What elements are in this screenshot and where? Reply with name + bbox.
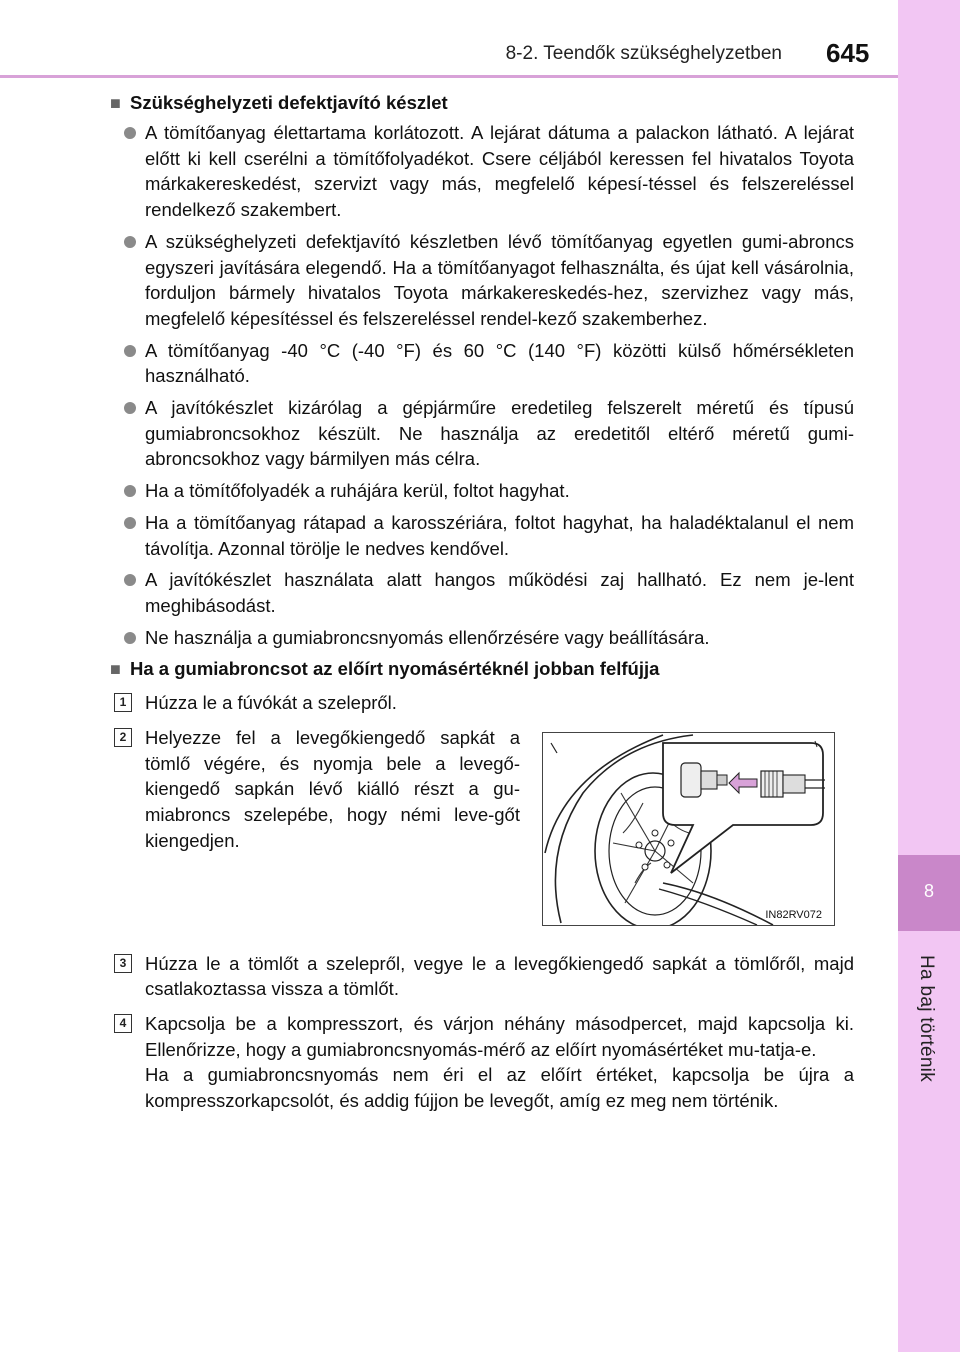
- subheading-text: Ha a gumiabroncsot az előírt nyomásértéknél jobban felfújja: [130, 658, 660, 680]
- list-item-text: Ne használja a gumiabroncsnyomás ellenőrzésére vagy beállítására.: [145, 626, 710, 648]
- list-item: [110, 478, 854, 504]
- step-text: Helyezze fel a levegőkiengedő sapkát a tömlő végére, és nyomja bele a levegő-kiengedő sapkán lévő kiálló részt a gu-miabroncs szelepébe, hogy némi leve-gőt kiengedjen.: [145, 727, 520, 851]
- bullet-dot-icon: [124, 574, 136, 586]
- step-4: [110, 1011, 854, 1114]
- figure-code: IN82RV072: [765, 909, 822, 921]
- step-2: [110, 725, 520, 854]
- list-item-text: A javítókészlet kizárólag a gépjárműre eredetileg felszerelt méretű és típusú gumiabroncsokhoz készült. Ne használja az eredetitől eltérő méretű gumi-abroncsokhoz vagy bármilyen más célra.: [145, 397, 854, 470]
- list-item-text: Ha a tömítőfolyadék a ruhájára kerül, foltot hagyhat.: [145, 480, 570, 502]
- subheading-overinflated: [110, 654, 854, 684]
- step-3: [110, 951, 854, 1002]
- subheading-emergency-kit: [110, 88, 854, 118]
- bullet-dot-icon: [124, 485, 136, 497]
- list-item: [110, 567, 854, 618]
- step-number-box: 3: [114, 954, 132, 973]
- header-rule: [0, 75, 898, 78]
- subheading-text: Szükséghelyzeti defektjavító készlet: [130, 92, 448, 113]
- page-number: 645: [826, 38, 870, 68]
- section-title: 8-2. Teendők szükséghelyzetben: [505, 43, 782, 64]
- list-item-text: A tömítőanyag -40 °C (-40 °F) és 60 °C (140 °F) közötti külső hőmérsékleten használható.: [145, 339, 854, 387]
- page-content: [110, 88, 854, 1114]
- tire-valve-icon: [543, 733, 834, 925]
- step-text-continued: Ha a gumiabroncsnyomás nem éri el az előírt értéket, kapcsolja be újra a kompresszorkapcsolót, és addig fújjon be levegőt, amíg ez meg nem történik.: [145, 1064, 854, 1112]
- list-item-text: A szükséghelyzeti defektjavító készletben lévő tömítőanyag egyetlen gumi-abroncs egyszeri javítására elegendő. Ha a tömítőanyagot felhasználta, és újat kell vásárolnia, forduljon bármely hivatalos Toyota márkakereskedés-hez, szervizhez vagy más, megfelelő képesítéssel és felszereléssel rendel-kező szakemberhez.: [145, 230, 854, 329]
- step-text: Kapcsolja be a kompresszort, és várjon néhány másodpercet, majd kapcsolja ki. Ellenőrizze, hogy a gumiabroncsnyomás-mérő az előírt nyomásértéket mu-tatja-e.: [145, 1012, 854, 1060]
- list-item: [110, 338, 854, 389]
- list-item-text: Ha a tömítőanyag rátapad a karosszériára, foltot hagyhat, ha haladéktalanul el nem távolítja. Azonnal törölje le nedves kendővel.: [145, 511, 854, 559]
- bullet-dot-icon: [124, 632, 136, 644]
- bullet-dot-icon: [124, 236, 136, 248]
- bullet-dot-icon: [124, 345, 136, 357]
- bullet-dot-icon: [124, 127, 136, 139]
- step-number-box: 1: [114, 693, 132, 712]
- step-number-box: 4: [114, 1014, 132, 1033]
- list-item: [110, 510, 854, 561]
- bullet-dot-icon: [124, 402, 136, 414]
- list-item: [110, 120, 854, 223]
- bullet-list: [110, 120, 854, 650]
- square-bullet-icon: ■: [110, 659, 121, 680]
- list-item: [110, 395, 854, 472]
- step-text: Húzza le a tömlőt a szelepről, vegye le a levegőkiengedő sapkát a tömlőről, majd csatlakoztassa vissza a tömlőt.: [145, 952, 854, 1000]
- chapter-number: 8: [923, 881, 934, 901]
- step-number-box: 2: [114, 728, 132, 747]
- list-item: [110, 229, 854, 332]
- square-bullet-icon: ■: [110, 93, 121, 113]
- bullet-dot-icon: [124, 517, 136, 529]
- list-item-text: A tömítőanyag élettartama korlátozott. A lejárat dátuma a palackon látható. A lejárat előtt ki kell cserélni a tömítőfolyadékot. Csere céljából keressen fel hivatalos Toyota márkakereskedést, szervizt vagy más, megfelelő képesí-téssel és felszereléssel rendelkező szakembert.: [145, 122, 854, 221]
- tire-valve-illustration: [542, 732, 835, 926]
- list-item-text: A javítókészlet használata alatt hangos működési zaj hallható. Ez nem je-lent meghibásodást.: [145, 569, 854, 616]
- step-text: Húzza le a fúvókát a szelepről.: [145, 692, 397, 714]
- list-item: [110, 625, 854, 651]
- chapter-title: Ha baj történik: [916, 955, 937, 1083]
- chapter-side-tab: [898, 0, 960, 1352]
- step-1: [110, 690, 854, 716]
